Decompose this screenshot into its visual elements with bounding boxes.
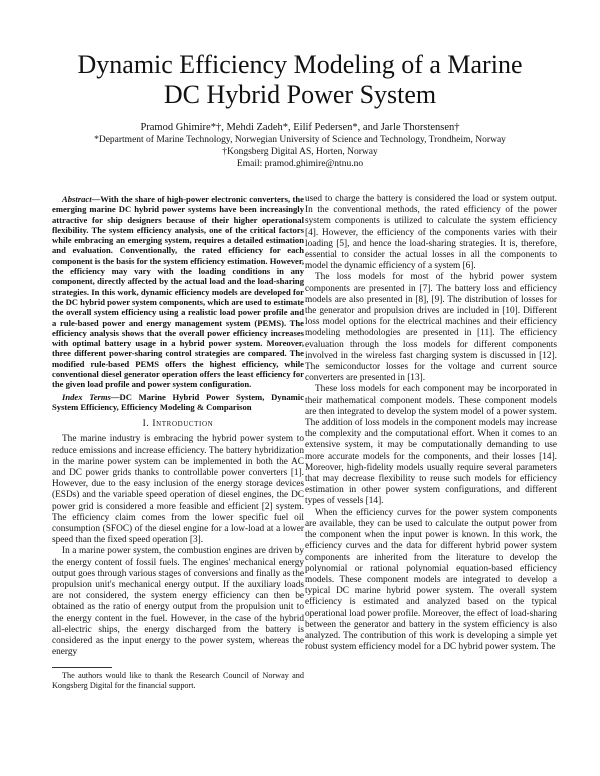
acknowledgment-footnote: The authors would like to thank the Research Council of Norway and Kongsberg Digital for the financial support. bbox=[52, 670, 304, 690]
body-paragraph-efficiency-curves: When the efficiency curves for the power system components are available, they can be used to calculate the output power from the component when the input power is known. In this work, the efficiency curves and the data for different hybrid power system components are inherited from the literature to develop the polynomial or rational polynomial equation-based efficiency models. These component models are integrated to develop a typical DC marine hybrid power system. The overall system efficiency is estimated and analyzed based on the typical operational load power profile. Moreover, the effect of load-sharing between the generator and battery in the system efficiency is also analyzed. The contribution of this work is developing a simple yet robust system efficiency model for a DC hybrid power system. The bbox=[305, 507, 557, 653]
section-heading-introduction: I. Introduction bbox=[142, 419, 214, 430]
left-column bbox=[52, 194, 304, 691]
body-paragraph-integration: These loss models for each component may be incorporated in their mathematical component models. These component models are then integrated to develop the system model of a power system. The addition of loss models in the component models may increase the complexity and the computational effort. When it comes to an extensive system, it may be computationally demanding to use more accurate models for the components, and their losses [14]. Moreover, high-fidelity models usually require several parameters that may decrease flexibility to reuse such models for efficiency estimation in other power system configurations, and different types of vessels [14]. bbox=[305, 384, 557, 507]
intro-paragraph-1: The marine industry is embracing the hybrid power system to reduce emissions and increase efficiency. The battery hybridization in the marine power system can be implemented in both the AC and DC power grids thanks to controllable power converters [1]. However, due to the easy inclusion of the energy storage devices (ESDs) and the variable speed operation of diesel engines, the DC power grid is considered a more feasible and efficient [2] system. The efficiency claim comes from the lower specific fuel oil consumption (SFOC) of the diesel engine for a low-load at a lower speed than the fixed speed operation [3]. bbox=[52, 434, 304, 546]
author-email: Email: pramod.ghimire@ntnu.no bbox=[236, 159, 364, 169]
affiliation-kongsberg: †Kongsberg Digital AS, Horten, Norway bbox=[222, 147, 378, 157]
index-terms-text: —DC Marine Hybrid Power System, Dynamic System Efficiency, Efficiency Modeling & Comparison bbox=[52, 391, 305, 412]
affiliation-ntnu: *Department of Marine Technology, Norwegian University of Science and Technology, Trondheim, Norway bbox=[94, 135, 506, 145]
intro-paragraph-2: In a marine power system, the combustion engines are driven by the energy content of fossil fuels. The engines' mechanical energy output goes through various stages of conversions and finally as the propulsion unit's mechanical energy output. If the auxiliary loads are not considered, the system energy efficiency can then be obtained as the ratio of energy output from the propulsion unit to the energy content in the fuel. However, in the case of the hybrid all-electric ships, the energy discharged from the battery is considered as the input energy to the power system, whereas the energy bbox=[52, 546, 305, 658]
abstract-label: Abstract bbox=[62, 194, 92, 204]
body-paragraph-continued: used to charge the battery is considered the load or system output. In the conventional methods, the rated efficiency of the power system components is utilized to calculate the system efficiency [4]. However, the efficiency of the components varies with their loading [5], and hence the load-sharing strategies. It is, therefore, essential to consider the actual losses in all the components to model the dynamic efficiency of a system [6]. bbox=[305, 194, 557, 272]
index-terms bbox=[52, 392, 304, 413]
abstract-text: —With the share of high-power electronic converters, the emerging marine DC hybrid power systems have been increasingly attractive for ship designers because of their higher operational flexibility. The system efficiency analysis, one of the critical factors while embracing an emerging system, requires a detailed estimation and evaluation. Conventionally, the rated efficiency for each component is the basis for the system efficiency estimation. However, the efficiency may vary with the loading conditions in any component, directly affected by the actual load and the load-sharing strategies. In this work, dynamic efficiency models are developed for the DC hybrid power system components, which are used to estimate the overall system efficiency using a realistic load power profile and a rule-based power and energy management system (PEMS). The efficiency analysis shows that the overall power efficiency increases with optimal battery usage in a hybrid power system. Moreover, three different power-sharing control strategies are compared. The modified rule-based PEMS offers the highest efficiency, while conventional diesel generator operation offers the least efficiency for the given load profile and power system configuration. bbox=[52, 194, 304, 390]
footnote-divider bbox=[52, 667, 112, 668]
right-column bbox=[305, 194, 557, 653]
body-paragraph-loss-models: The loss models for most of the hybrid power system components are presented in [7]. The battery loss and efficiency models are also presented in [8], [9]. The distribution of losses for the generator and propulsion drives are included in [10]. Different loss model options for the electrical machines and their efficiency modeling methodologies are presented in [11]. The efficiency evaluation through the loss models for different components involved in the wireless fast charging system is discussed in [12]. The semiconductor losses for the voltage and current source converters are presented in [13]. bbox=[305, 272, 557, 384]
author-list: Pramod Ghimire*†, Mehdi Zadeh*, Eilif Pedersen*, and Jarle Thorstensen† bbox=[140, 122, 460, 133]
index-terms-label: Index Terms bbox=[62, 391, 111, 402]
paper-title: Dynamic Efficiency Modeling of a Marine DC Hybrid Power System bbox=[77, 50, 523, 109]
abstract bbox=[52, 194, 304, 390]
